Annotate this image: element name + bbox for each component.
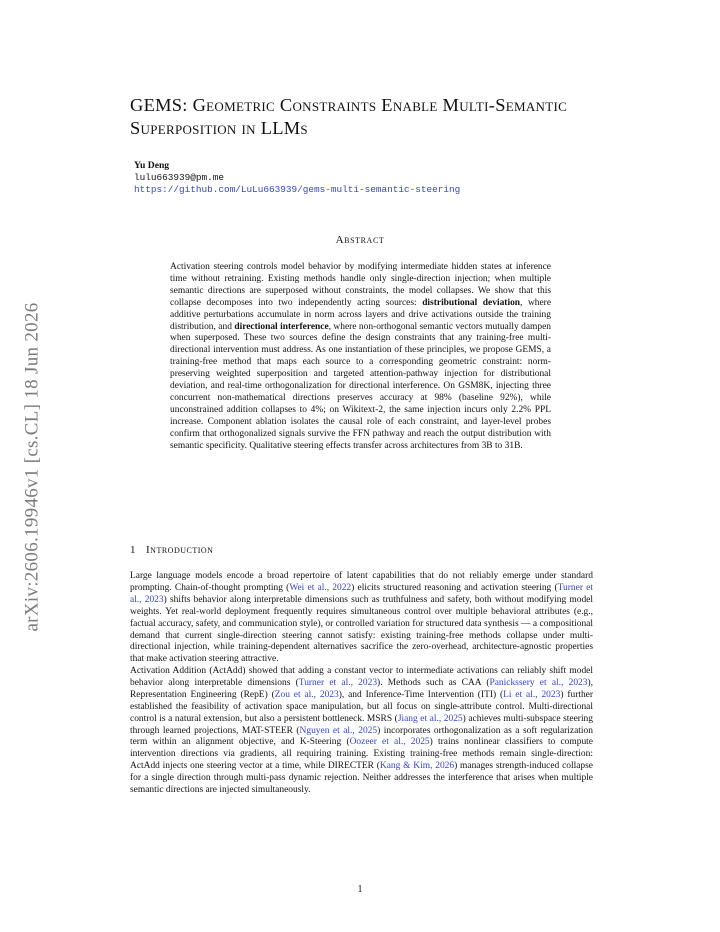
- page-number: 1: [357, 884, 363, 895]
- p2-text: ). Methods such as CAA (: [377, 677, 490, 688]
- p2-text: ) trains nonlinear classifiers to compute intervention directions via gradients, all requiring training. Existing training-free methods remain single-direction: ActAdd injects one steering vector at a time, while DIRECTER (: [130, 737, 593, 772]
- citation-link[interactable]: Turner et al., 2023: [298, 677, 378, 688]
- p2-text: ) achieves multi-subspace steering through learned projections, MAT-STEER (: [130, 713, 593, 736]
- arxiv-identifier-stamp: [20, 262, 46, 672]
- citation-link[interactable]: Wei et al., 2022: [289, 582, 352, 593]
- abstract-bold-directional: directional interference: [234, 321, 329, 332]
- intro-paragraph-2: [130, 666, 593, 797]
- p2-text: ) manages strength-induced collapse for a single direction through multi-pass dynamic rejection. Neither addresses the interference that arises when multiple semantic directions are injected simultaneously.: [130, 761, 593, 796]
- abstract-bold-distributional: distributional deviation: [422, 297, 521, 308]
- section-number: 1: [130, 544, 136, 556]
- section-heading-introduction: [130, 544, 213, 556]
- abstract-text-3: , where non-orthogonal semantic vectors mutually dampen when superposed. These two sources define the design constraints that any training-free multi-directional intervention must address. As one instantiation of these principles, we propose GEMS, a training-free method that maps each source to a corresponding geometric constraint: norm-preserving weighted superposition and targeted attention-pathway injection for distributional deviation, and real-time orthogonalization for directional interference. On GSM8K, injecting three concurrent non-mathematical directions preserves accuracy at 98% (baseline 92%), while unconstrained addition collapses to 4%; on Wikitext-2, the same injection incurs only 2.2% PPL increase. Component ablation isolates the causal role of each constraint, and layer-level probes confirm that orthogonalized signals survive the FFN pathway and reach the output distribution with semantic specificity. Qualitative steering effects transfer across architectures from 3B to 31B.: [170, 321, 551, 451]
- p2-text: ) incorporates orthogonalization as a soft regularization term within an alignment objective, and K-Steering (: [130, 725, 593, 748]
- abstract-text-1: Activation steering controls model behavior by modifying intermediate hidden states at inference time without retraining. Existing methods handle only single-direction injection; when multiple semantic directions are superposed without constraints, the model collapses. We show that this collapse decomposes into two independently acting sources:: [170, 262, 551, 308]
- citation-link[interactable]: Kang & Kim, 2026: [379, 761, 455, 772]
- p1-text: Large language models encode a broad repertoire of latent capabilities that do not reliably emerge under standard prompting. Chain-of-thought prompting (: [130, 571, 593, 593]
- p2-text: ) further established the feasibility of activation space manipulation, but all focus on single-attribute control. Multi-directional control is a natural extension, but also a persistent bottleneck. MSRS (: [130, 689, 594, 724]
- abstract-text-2: , where additive perturbations accumulate in norm across layers and drive activations outside the training distribution, and: [170, 297, 552, 332]
- author-name: Yu Deng: [134, 160, 170, 171]
- citation-link[interactable]: Zou et al., 2023: [274, 689, 339, 700]
- intro-paragraph-1: [130, 571, 593, 666]
- p2-text: ), and Inference-Time Intervention (ITI) (: [338, 689, 504, 700]
- citation-link[interactable]: Oozeer et al., 2025: [349, 737, 430, 748]
- author-block: [134, 160, 460, 196]
- abstract-body: [170, 262, 551, 453]
- abstract-heading: Abstract: [335, 234, 385, 246]
- p2-text: Activation Addition (ActAdd) showed that adding a constant vector to intermediate activations can reliably shift model behavior along interpretable dimensions (: [130, 666, 593, 688]
- citation-link[interactable]: Li et al., 2023: [503, 689, 561, 700]
- p2-text: ), Representation Engineering (RepE) (: [130, 677, 594, 700]
- citation-link[interactable]: Turner et al., 2023: [130, 582, 593, 605]
- p1-text: ) shifts behavior along interpretable dimensions such as truthfulness and safety, both without modifying model weights. Yet real-world deployment frequently requires simultaneous control over multiple behavioral attributes (e.g., factual accuracy, safety, and communication style), or controlled variation for structured data synthesis — a compositional demand that current single-direction steering cannot satisfy: existing training-free methods collapse under multi-directional injection, while training-dependent alternatives sacrifice the zero-overhead, architecture-agnostic properties that make activation steering attractive.: [130, 594, 593, 665]
- citation-link[interactable]: Nguyen et al., 2025: [299, 725, 378, 736]
- arxiv-identifier-text: arXiv:2606.19946v1 [cs.CL] 18 Jun 2026: [22, 302, 43, 632]
- citation-link[interactable]: Jiang et al., 2025: [397, 713, 463, 724]
- section-title: Introduction: [146, 544, 214, 556]
- author-email[interactable]: lulu663939@pm.me: [134, 172, 225, 183]
- p1-text: ) elicits structured reasoning and activation steering (: [351, 582, 558, 593]
- author-repo-link[interactable]: https://github.com/LuLu663939/gems-multi-semantic-steering: [134, 184, 461, 195]
- paper-title: GEMS: Geometric Constraints Enable Multi-Semantic Superposition in LLMs: [130, 95, 568, 138]
- citation-link[interactable]: Panickssery et al., 2023: [489, 677, 588, 688]
